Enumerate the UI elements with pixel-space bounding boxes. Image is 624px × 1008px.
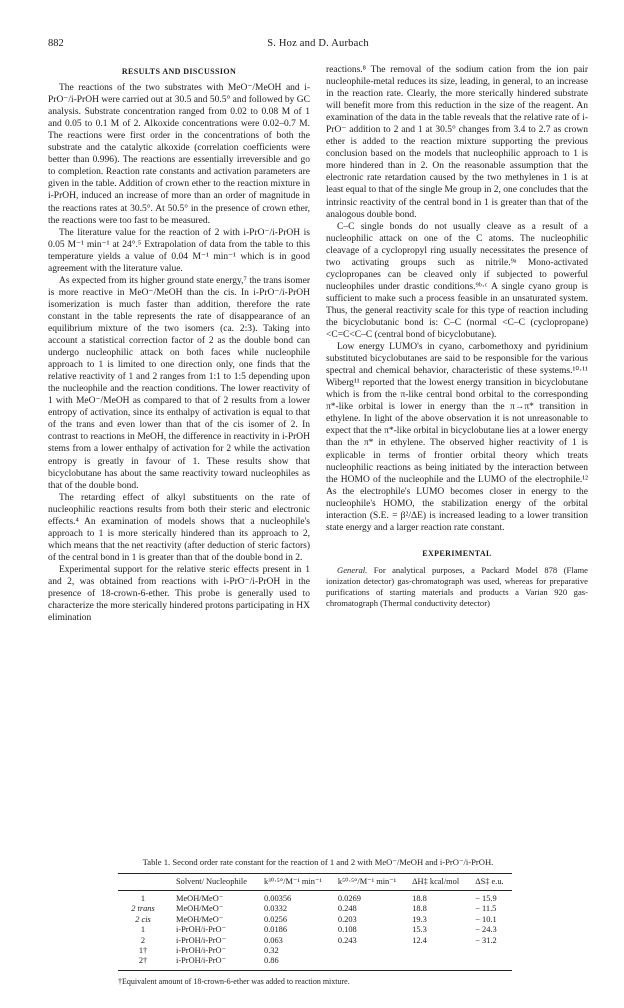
cell-compound: 2 cis: [135, 914, 151, 924]
cell-ds: − 31.2: [475, 935, 497, 945]
cell-ds: − 24.3: [475, 925, 497, 935]
table-row: [118, 936, 512, 946]
cell-dh: 18.8: [412, 904, 427, 914]
paragraph: The literature value for the reaction of 2 with i-PrO⁻/i-PrOH is 0.05 M⁻¹ min⁻¹ at 24°.⁵ Extrapolation of data from the table to this temperature yields a value of 0.04 M⁻¹ min⁻¹ which is in good agreement with the literature value.: [48, 227, 310, 274]
cell-k50: 0.108: [337, 925, 357, 935]
header-cell: ΔH‡ kcal/mol: [412, 877, 460, 886]
table-caption: Table 1. Second order rate constant for the reaction of 1 and 2 with MeO⁻/MeOH and i-PrO⁻/i-PrOH.: [142, 857, 494, 867]
cell-k50: [330, 946, 404, 956]
cell-k30: 0.063: [264, 935, 283, 945]
cell-solvent: MeOH/MeO⁻: [176, 904, 224, 914]
cell-k30: 0.00356: [264, 894, 292, 903]
cell-k30: 0.0332: [264, 904, 288, 914]
table-row: [118, 904, 512, 914]
table-row: [118, 956, 512, 970]
experimental-text: For analytical purposes, a Packard Model 878 (Flame ionization detector) gas-chromatograph was used, whereas for preparative purifications of starting materials and products a Varian 920 gas-chromatograph (Thermal conductivity detector): [326, 564, 588, 608]
cell-compound: 1†: [138, 946, 148, 956]
header-cell: k³⁰·⁵°/M⁻¹ min⁻¹: [264, 877, 322, 886]
rate-constant-table: [118, 873, 512, 971]
cell-compound: 2 trans: [131, 904, 155, 914]
table-1: [48, 857, 588, 986]
cell-solvent: i-PrOH/i-PrO⁻: [176, 925, 227, 935]
cell-ds: [467, 946, 511, 956]
experimental-lead: General.: [337, 564, 368, 575]
left-column: [48, 64, 310, 624]
table-row: [118, 891, 512, 905]
header-cell: Solvent/ Nucleophile: [176, 877, 247, 886]
paragraph: Experimental support for the relative steric effects present in 1 and 2, was obtained from reactions with i-PrO⁻/i-PrOH in the presence of 18-crown-6-ether. This probe is generally used to characterize the more sterically hindered protons participating in HX elimination: [48, 564, 310, 624]
paragraph: The retarding effect of alkyl substituents on the rate of nucleophilic reactions results from both their steric and electronic effects.⁴ An examination of models shows that a nucleophile's approach to 1 is more sterically hindered than its approach to 2, which means that the net reactivity (after deduction of steric factors) of the central bond in 1 is greater than that of the double bond in 2.: [48, 492, 310, 563]
table-footnote: †Equivalent amount of 18-crown-6-ether was added to reaction mixture.: [118, 976, 350, 986]
cell-k30: 0.0186: [264, 925, 288, 935]
experimental-paragraph: [326, 565, 588, 609]
cell-k50: 0.248: [337, 904, 357, 914]
table-row: [118, 925, 512, 935]
cell-dh: 18.8: [412, 894, 427, 903]
cell-solvent: MeOH/MeO⁻: [176, 914, 224, 924]
running-head-authors: S. Hoz and D. Aurbach: [267, 38, 369, 49]
header-cell: ΔS‡ e.u.: [475, 877, 504, 886]
cell-compound: 1: [140, 925, 146, 935]
header-cell: k⁵⁰·⁵°/M⁻¹ min⁻¹: [337, 877, 397, 886]
header-cell: [118, 874, 168, 891]
cell-solvent: i-PrOH/i-PrO⁻: [176, 946, 227, 956]
paragraph: reactions.⁸ The removal of the sodium cation from the ion pair nucleophile-metal reduces its size, leading, in general, to an increase in the reaction rate. Clearly, the more sterically hindered substrate will benefit more from this reduction in the size of the reagent. An examination of the data in the table reveals that the relative rate of i-PrO⁻ addition to 2 and 1 at 30.5° changes from 3.4 to 2.7 as crown ether is added to the reaction mixture supporting the previous conclusion based on the models that nucleophilic approach to 1 is more hindered than in 2. On the reasonable assumption that the electronic rate retardation caused by the two methylenes in 1 is at least equal to that of the single Me group in 2, one concludes that the intrinsic reactivity of the central bond in 1 is greater than that of the analogous double bond.: [326, 65, 588, 220]
cell-dh: 12.4: [412, 935, 427, 945]
cell-k50: 0.0269: [337, 894, 361, 903]
table-header-row: [118, 874, 512, 891]
two-column-body: [48, 64, 588, 624]
running-header: [48, 38, 588, 56]
paragraph: The reactions of the two substrates with MeO⁻/MeOH and i-PrO⁻/i-PrOH were carried out at 30.5 and 50.5° and followed by GC analysis. Substrate concentration ranged from 0.02 to 0.08 M of 1 and 0.05 to 0.1 M of 2. Alkoxide concentrations were 0.02–0.7 M. The reactions were first order in the concentrations of both the substrate and the catalytic alkoxide (correlation coefficients were better than 0.996). The reactions are essentially irreversible and go to completion. Reaction rate constants and activation parameters are given in the table. Addition of crown ether to the reaction mixture in i-PrOH, induced an increase of more than an order of magnitude in the reactions rates at 30.5°. At 50.5° in the presence of crown ether, the reactions were too fast to be measured.: [48, 83, 310, 226]
cell-ds: − 10.1: [475, 914, 497, 924]
paragraph: C–C single bonds do not usually cleave as a result of a nucleophilic attack on one of the C atoms. The nucleophilic cleavage of a cyclopropyl ring usually necessitates the presence of two activating groups such as nitrile.⁹ᵃ Mono-activated cyclopropanes can be cleaved only if subjected to powerful nucleophiles under drastic conditions.⁹ᵇ·ᶜ A single cyano group is sufficient to make such a process feasible in an unsaturated system. Thus, the general reactivity scale for this type of reaction including the bicyclobutanic bond is: C–C (normal <C–C (cyclopropane)<C=C<C–C (central bond of bicyclobutane).: [326, 221, 588, 341]
cell-solvent: i-PrOH/i-PrO⁻: [176, 935, 227, 945]
table-row: [118, 915, 512, 925]
cell-ds: [467, 956, 511, 970]
cell-k30: 0.0256: [264, 914, 288, 924]
cell-k30: 0.86: [264, 956, 279, 966]
cell-compound: 1: [140, 894, 146, 903]
cell-compound: 2†: [138, 956, 148, 966]
page: [48, 38, 588, 624]
cell-k50: 0.203: [337, 914, 357, 924]
cell-solvent: i-PrOH/i-PrO⁻: [176, 956, 227, 966]
page-number: 882: [48, 38, 64, 49]
cell-k30: 0.32: [264, 946, 279, 956]
section-title-experimental: EXPERIMENTAL: [422, 548, 492, 558]
section-title-results: RESULTS AND DISCUSSION: [121, 67, 237, 76]
paragraph: Low energy LUMO's in cyano, carbomethoxy and pyridinium substituted bicyclobutanes are said to be responsible for the various spectral and chemical behavior, characteristic of these systems.¹⁰·¹¹ Wiberg¹¹ reported that the lowest energy transition in bicyclobutane which is from the π-like central bond orbital to the corresponding π*-like orbital is lower in energy than the π→π* transition in ethylene. In light of the above observation it is not unreasonable to expect that the π*-like orbital in bicyclobutane lies at a lower energy than the π* in ethylene. The observed higher reactivity of 1 is explicable in terms of frontier orbital theory which treats nucleophilic reactions as being initiated by the interaction between the HOMO of the nucleophile and the LUMO of the electrophile.¹² As the electrophile's LUMO becomes closer in energy to the nucleophile's HOMO, the stabilization energy of the orbital interaction (S.E. = β²/ΔE) is increased leading to a lower transition state energy and a larger reaction rate constant.: [326, 342, 588, 533]
cell-dh: [404, 946, 467, 956]
cell-k50: 0.243: [337, 935, 357, 945]
table-row: [118, 946, 512, 956]
cell-k50: [330, 956, 404, 970]
cell-dh: 15.3: [412, 925, 427, 935]
cell-compound: 2: [140, 935, 146, 945]
cell-dh: 19.3: [412, 914, 427, 924]
cell-dh: [404, 956, 467, 970]
cell-ds: − 15.9: [475, 894, 497, 903]
cell-solvent: MeOH/MeO⁻: [176, 894, 224, 903]
cell-ds: − 11.5: [475, 904, 497, 914]
right-column: [326, 64, 588, 624]
paragraph: As expected from its higher ground state energy,⁷ the trans isomer is more reactive in MeO⁻/MeOH than the cis. In i-PrO⁻/i-PrOH isomerization is much faster than addition, therefore the rate constant in the table represents the rate of disappearance of an equilibrium mixture of the two isomers (ca. 2:3). Taking into account a statistical correction factor of 2 as the double bond can undergo nucleophilic attack on both faces while nucleophile approach to 1 is limited to one direction only, one finds that the relative reactivity of 1 and 2 ranges from 1:1 to 1:5 depending upon the nucleophile and the reaction conditions. The lower reactivity of 1 with MeO⁻/MeOH as compared to that of 2 results from a lower entropy of activation, since its enthalpy of activation is equal to that of the trans and even lower than that of the cis isomer of 2. In contrast to reactions in MeOH, the difference in reactivity in i-PrOH stems from a lower enthalpy of activation for 2 while the activation entropy is greatly in favour of 1. These results show that bicyclobutane has about the same reactivity toward nucleophiles as that of the double bond.: [48, 275, 310, 491]
